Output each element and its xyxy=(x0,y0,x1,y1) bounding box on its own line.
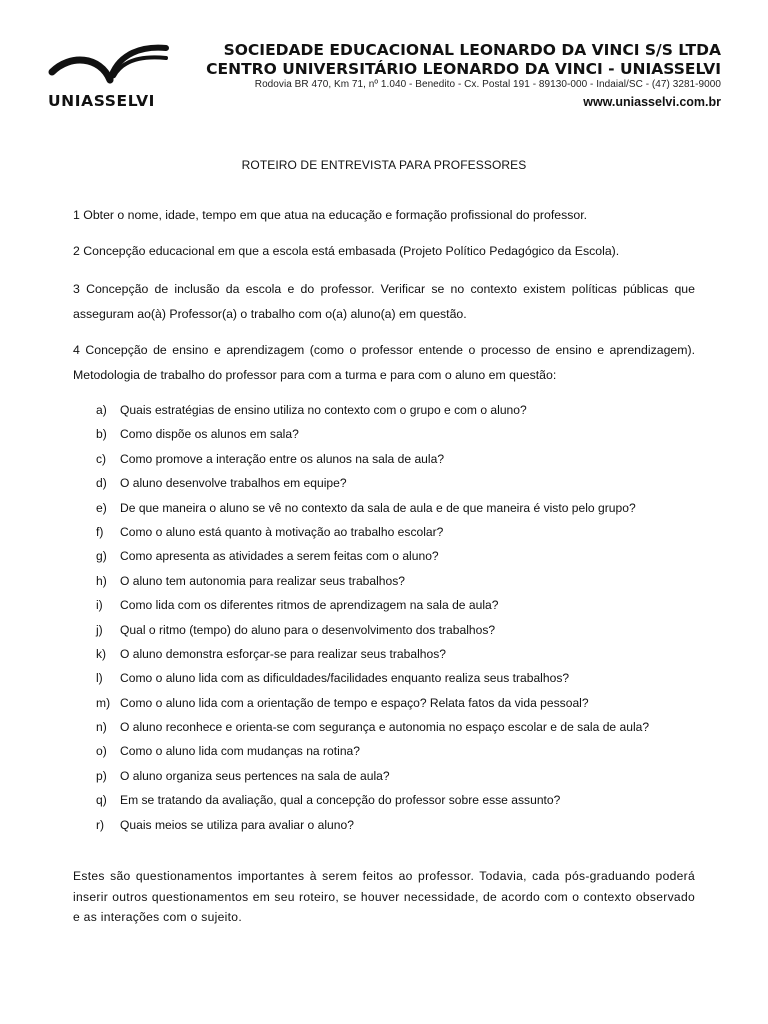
question-text: O aluno tem autonomia para realizar seus trabalhos? xyxy=(120,573,406,588)
list-marker: c) xyxy=(96,451,107,466)
question-text: Como o aluno lida com mudanças na rotina? xyxy=(120,744,360,759)
interview-item-3: 3 Concepção de inclusão da escola e do professor. Verificar se no contexto existem políticas públicas que asseguram ao(à) Professor(a) o trabalho com o(a) aluno(a) em questão. xyxy=(73,282,695,321)
list-marker: r) xyxy=(96,817,105,832)
list-item xyxy=(96,593,716,617)
org-website: www.uniasselvi.com.br xyxy=(583,95,721,109)
closing-paragraph: Estes são questionamentos importantes à serem feitos ao professor. Todavia, cada pós-graduando poderá inserir outros questionamentos em seu roteiro, se houver necessidade, de acordo com o contexto observado e as interações com o sujeito. xyxy=(73,869,695,924)
interview-item-2: 2 Concepção educacional em que a escola está embasada (Projeto Político Pedagógico da Escola). xyxy=(73,244,620,258)
list-marker: l) xyxy=(96,671,103,686)
list-item xyxy=(96,471,716,495)
list-item xyxy=(96,398,716,422)
list-item xyxy=(96,544,716,568)
org-address: Rodovia BR 470, Km 71, nº 1.040 - Benedito - Cx. Postal 191 - 89130-000 - Indaial/SC - (47) 3281-9000 xyxy=(254,79,721,90)
org-name: SOCIEDADE EDUCACIONAL LEONARDO DA VINCI S/S LTDA xyxy=(223,41,721,59)
list-item xyxy=(96,715,716,739)
list-item xyxy=(96,642,716,666)
question-text: O aluno demonstra esforçar-se para realizar seus trabalhos? xyxy=(120,646,447,661)
logo-wordmark: UNIASSELVI xyxy=(48,92,156,110)
list-item xyxy=(96,520,716,544)
list-marker: i) xyxy=(96,598,103,613)
list-item xyxy=(96,813,716,837)
question-text: De que maneira o aluno se vê no contexto da sala de aula e de que maneira é visto pelo grupo? xyxy=(120,500,636,515)
list-marker: j) xyxy=(96,622,103,637)
list-item xyxy=(96,764,716,788)
org-subname: CENTRO UNIVERSITÁRIO LEONARDO DA VINCI - UNIASSELVI xyxy=(206,60,721,78)
list-item xyxy=(96,569,716,593)
list-item xyxy=(96,618,716,642)
list-marker: k) xyxy=(96,646,107,661)
list-marker: e) xyxy=(96,500,107,515)
list-marker: b) xyxy=(96,427,107,442)
list-item xyxy=(96,447,716,471)
interview-item-1: 1 Obter o nome, idade, tempo em que atua na educação e formação profissional do professor. xyxy=(73,208,588,222)
question-text: O aluno organiza seus pertences na sala de aula? xyxy=(120,768,390,783)
open-book-icon xyxy=(48,42,170,90)
question-text: Como lida com os diferentes ritmos de aprendizagem na sala de aula? xyxy=(120,598,499,613)
list-item xyxy=(96,422,716,446)
list-marker: n) xyxy=(96,720,107,735)
document-title: ROTEIRO DE ENTREVISTA PARA PROFESSORES xyxy=(241,158,527,172)
question-text: Como apresenta as atividades a serem feitas com o aluno? xyxy=(120,549,439,564)
list-marker: a) xyxy=(96,403,107,417)
list-marker: f) xyxy=(96,524,104,539)
question-list xyxy=(96,398,716,837)
question-text: Como dispõe os alunos em sala? xyxy=(120,427,299,442)
institution-header xyxy=(181,40,721,110)
list-item xyxy=(96,739,716,763)
list-marker: q) xyxy=(96,793,107,808)
interview-item-4: 4 Concepção de ensino e aprendizagem (como o professor entende o processo de ensino e aprendizagem). Metodologia de trabalho do professor para com a turma e para com o aluno em questão: xyxy=(73,343,695,382)
list-item xyxy=(96,496,716,520)
uniasselvi-logo xyxy=(48,42,170,114)
question-text: O aluno reconhece e orienta-se com segurança e autonomia no espaço escolar e de sala de aula? xyxy=(120,720,650,735)
question-text: Em se tratando da avaliação, qual a concepção do professor sobre esse assunto? xyxy=(120,793,561,808)
question-text: Como o aluno lida com a orientação de tempo e espaço? Relata fatos da vida pessoal? xyxy=(120,695,589,710)
question-text: O aluno desenvolve trabalhos em equipe? xyxy=(120,476,347,491)
list-marker: m) xyxy=(96,695,111,710)
question-text: Quais estratégias de ensino utiliza no contexto com o grupo e com o aluno? xyxy=(120,403,527,417)
question-text: Quais meios se utiliza para avaliar o aluno? xyxy=(120,817,354,832)
list-marker: o) xyxy=(96,744,107,759)
question-text: Como o aluno lida com as dificuldades/facilidades enquanto realiza seus trabalhos? xyxy=(120,671,570,686)
list-marker: p) xyxy=(96,768,107,783)
list-marker: h) xyxy=(96,573,107,588)
list-item xyxy=(96,666,716,690)
question-text: Como promove a interação entre os alunos na sala de aula? xyxy=(120,451,445,466)
list-item xyxy=(96,788,716,812)
list-marker: d) xyxy=(96,476,107,491)
list-marker: g) xyxy=(96,549,107,564)
question-text: Qual o ritmo (tempo) do aluno para o desenvolvimento dos trabalhos? xyxy=(120,622,496,637)
list-item xyxy=(96,691,716,715)
question-text: Como o aluno está quanto à motivação ao trabalho escolar? xyxy=(120,524,444,539)
